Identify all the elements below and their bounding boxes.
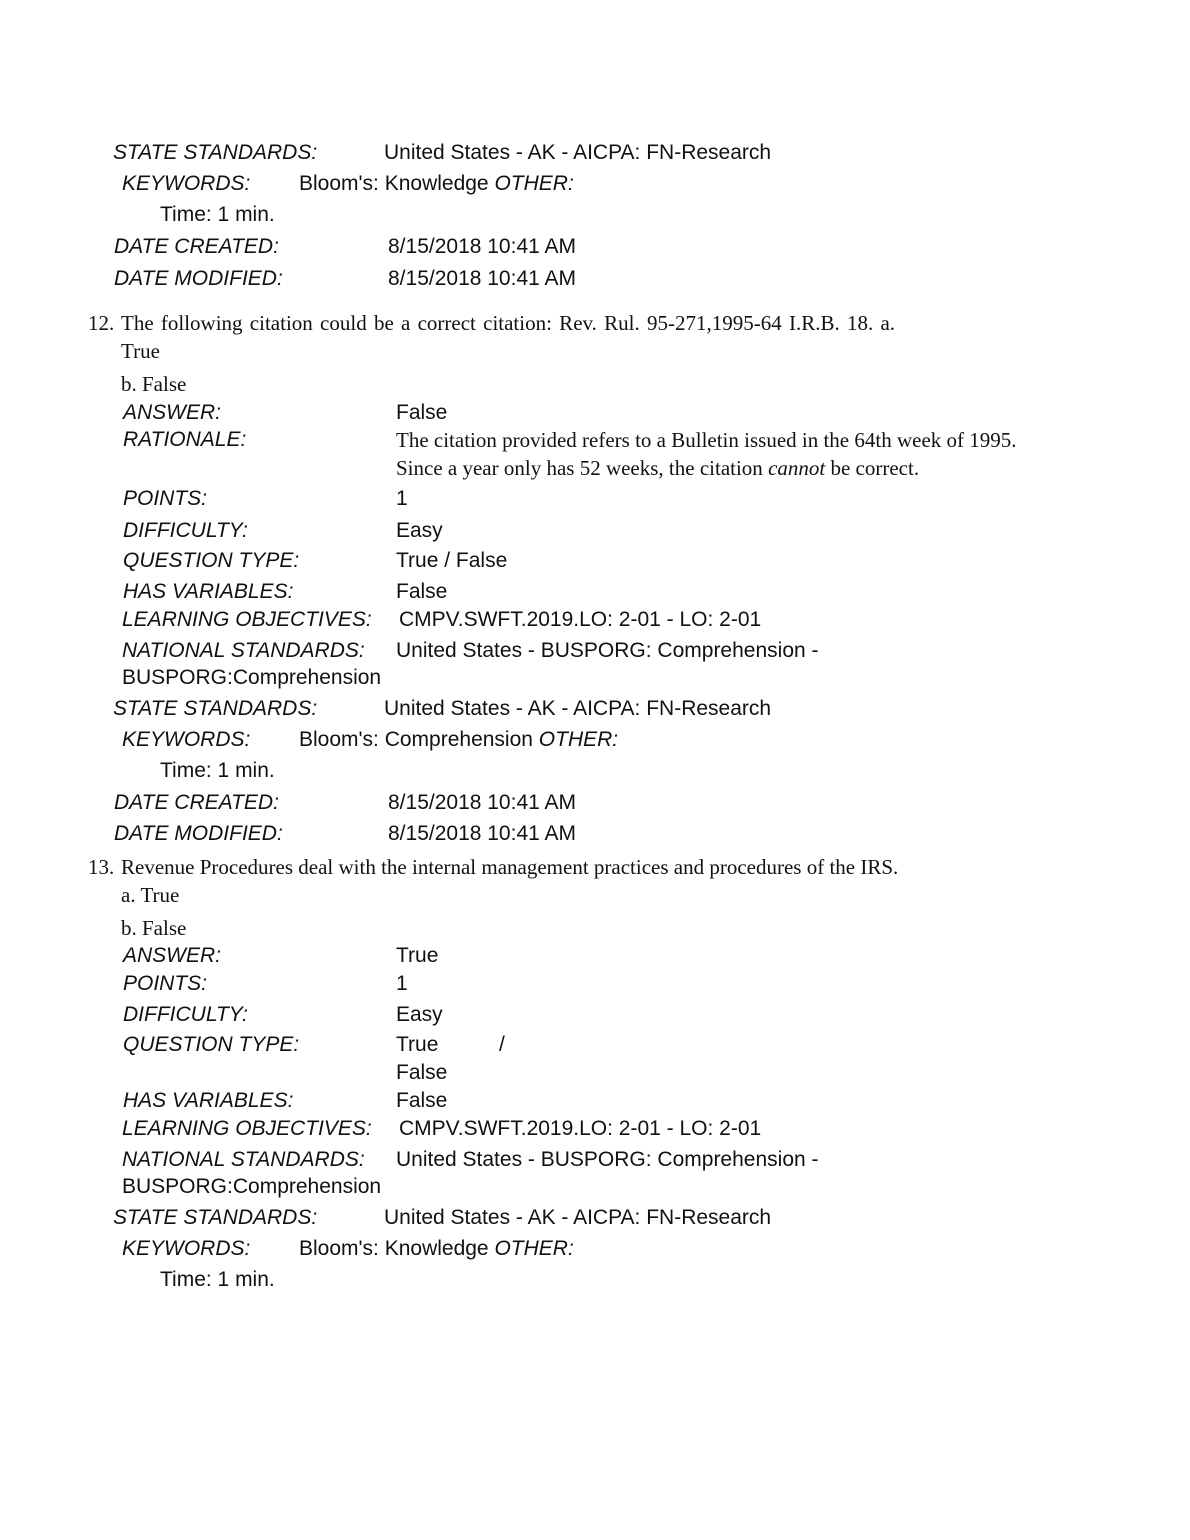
- option-b: b. False: [121, 916, 187, 940]
- other-label: OTHER:: [494, 1237, 574, 1260]
- national-standards-value: United States - BUSPORG: Comprehension -: [396, 639, 819, 662]
- question-number: 12.: [88, 311, 115, 335]
- time-value: Time: 1 min.: [160, 759, 275, 782]
- question-type-value: True: [396, 1033, 439, 1056]
- question-number: 13.: [88, 855, 115, 879]
- option-b: b. False: [121, 372, 187, 396]
- learning-objectives-label: LEARNING OBJECTIVES:: [122, 1117, 372, 1140]
- difficulty-label: DIFFICULTY:: [123, 519, 248, 542]
- date-created-value: 8/15/2018 10:41 AM: [388, 791, 576, 814]
- answer-value: False: [396, 401, 448, 424]
- learning-objectives-label: LEARNING OBJECTIVES:: [122, 608, 372, 631]
- question-type-label: QUESTION TYPE:: [123, 1033, 300, 1056]
- keywords-value: [299, 728, 618, 752]
- learning-objectives-value: CMPV.SWFT.2019.LO: 2-01 - LO: 2-01: [399, 1117, 762, 1140]
- points-value: 1: [396, 487, 408, 510]
- other-label: OTHER:: [494, 172, 574, 195]
- national-standards-label: NATIONAL STANDARDS:: [122, 639, 365, 662]
- date-created-label: DATE CREATED:: [114, 235, 279, 258]
- rationale-line-1: The citation provided refers to a Bulletin issued in the 64th week of 1995.: [396, 428, 1017, 452]
- national-standards-cont: BUSPORG:Comprehension: [122, 666, 382, 689]
- keywords-text: Bloom's: Knowledge: [299, 172, 489, 195]
- rationale-label: RATIONALE:: [123, 428, 247, 451]
- answer-value: True: [396, 944, 439, 967]
- rationale-text-post: be correct.: [825, 456, 920, 480]
- date-created-value: 8/15/2018 10:41 AM: [388, 235, 576, 258]
- has-variables-label: HAS VARIABLES:: [123, 580, 294, 603]
- rationale-line-2: [396, 456, 919, 481]
- keywords-label: KEYWORDS:: [122, 728, 251, 751]
- question-type-value: True / False: [396, 549, 508, 572]
- points-value: 1: [396, 972, 408, 995]
- keywords-value: [299, 1237, 574, 1261]
- question-type-label: QUESTION TYPE:: [123, 549, 300, 572]
- national-standards-cont: BUSPORG:Comprehension: [122, 1175, 382, 1198]
- state-standards-value: United States - AK - AICPA: FN-Research: [384, 1206, 772, 1229]
- date-modified-label: DATE MODIFIED:: [114, 822, 283, 845]
- national-standards-label: NATIONAL STANDARDS:: [122, 1148, 365, 1171]
- national-standards-value: United States - BUSPORG: Comprehension -: [396, 1148, 819, 1171]
- has-variables-value: False: [396, 580, 448, 603]
- learning-objectives-value: CMPV.SWFT.2019.LO: 2-01 - LO: 2-01: [399, 608, 762, 631]
- date-modified-label: DATE MODIFIED:: [114, 267, 283, 290]
- rationale-text-pre: Since a year only has 52 weeks, the citation: [396, 456, 769, 480]
- date-modified-value: 8/15/2018 10:41 AM: [388, 267, 576, 290]
- question-text: Revenue Procedures deal with the internal management practices and procedures of the IRS.: [121, 855, 899, 879]
- difficulty-label: DIFFICULTY:: [123, 1003, 248, 1026]
- answer-label: ANSWER:: [123, 401, 222, 424]
- time-value: Time: 1 min.: [160, 1268, 275, 1291]
- points-label: POINTS:: [123, 972, 208, 995]
- state-standards-label: STATE STANDARDS:: [113, 1206, 318, 1229]
- keywords-label: KEYWORDS:: [122, 172, 251, 195]
- keywords-text: Bloom's: Knowledge: [299, 1237, 489, 1260]
- question-type-value-cont: False: [396, 1061, 448, 1084]
- points-label: POINTS:: [123, 487, 208, 510]
- has-variables-value: False: [396, 1089, 448, 1112]
- other-label: OTHER:: [538, 728, 619, 751]
- state-standards-value: United States - AK - AICPA: FN-Research: [384, 697, 772, 720]
- option-a: a. True: [121, 883, 180, 907]
- question-type-slash: /: [499, 1033, 505, 1056]
- difficulty-value: Easy: [396, 519, 443, 542]
- answer-label: ANSWER:: [123, 944, 222, 967]
- keywords-value: [299, 172, 574, 196]
- question-text: The following citation could be a correct citation: Rev. Rul. 95-271,1995-64 I.R.B. 18. a.: [121, 311, 896, 335]
- state-standards-value: United States - AK - AICPA: FN-Research: [384, 141, 772, 164]
- state-standards-label: STATE STANDARDS:: [113, 141, 318, 164]
- keywords-text: Bloom's: Comprehension: [299, 728, 533, 751]
- keywords-label: KEYWORDS:: [122, 1237, 251, 1260]
- rationale-emphasis: cannot: [768, 456, 826, 480]
- state-standards-label: STATE STANDARDS:: [113, 697, 318, 720]
- question-text-cont: True: [121, 339, 160, 363]
- has-variables-label: HAS VARIABLES:: [123, 1089, 294, 1112]
- time-value: Time: 1 min.: [160, 203, 275, 226]
- difficulty-value: Easy: [396, 1003, 443, 1026]
- date-created-label: DATE CREATED:: [114, 791, 279, 814]
- date-modified-value: 8/15/2018 10:41 AM: [388, 822, 576, 845]
